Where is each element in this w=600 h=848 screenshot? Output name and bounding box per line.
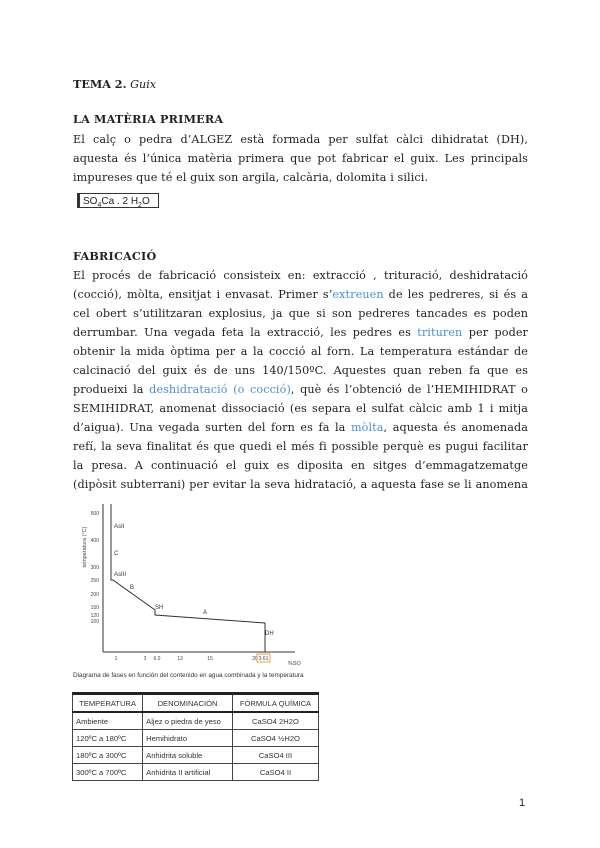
phase-table [72,692,319,781]
topic-label: TEMA 2. [73,77,127,91]
table-cell: Ambiente [73,712,143,730]
text-run: , què és l’obtenció de l’HEMIHIDRAT o SEMIHIDRAT, anomenat dissociació (es separa el sulfat càlcic amb 1 i mitja d’aigua). Una vegada surten del forn es fa la [73,383,528,434]
table-cell: CaSO4 2H2O [232,712,318,730]
y-tick-label: 300 [90,565,99,571]
table-row [73,747,319,764]
table-cell: 300ºC a 700ºC [73,764,143,781]
y-tick-label: 150 [90,605,99,611]
diagram-caption: Diagrama de fases en función del contenido en agua combinada y la temperatura [73,672,304,679]
table-cell: Anhidrita II artificial [143,764,233,781]
paragraph-fabricacio [73,266,528,513]
label-dh: DH [265,631,274,637]
formula-part: Ca . 2 H [101,196,139,207]
table-header-row [73,694,319,713]
table-cell: Anhidrita soluble [143,747,233,764]
page-number: 1 [519,797,526,809]
label-sh: SH [155,605,164,611]
label-asii: AsII [114,524,125,530]
x-tick-label: 20 [252,656,258,662]
keyword-molta: mòlta [350,421,384,434]
table-row [73,712,319,730]
section-heading-fabricacio: FABRICACIÓ [73,249,157,263]
keyword-extreuen: extreuen [332,288,384,301]
label-b: B [130,585,135,591]
label-a: A [203,610,208,616]
paragraph-materia-primera: El calç o pedra d’ALGEZ està formada per sulfat càlci dihidratat (DH), aquesta és l’única matèria primera que pot fabricar el guix. Les principals impureses que té el guix son argila, calcària, dolomita i silici. [73,133,528,184]
topic-name: Guix [130,78,157,91]
table-cell: CaSO4 ½H2O [232,730,318,747]
table-cell: 120ºC a 180ºC [73,730,143,747]
x-tick-label: 3 [143,656,147,662]
label-asiii: AsIII [114,572,127,578]
keyword-deshidratacio: deshidratació (o cocció) [149,383,291,396]
formula-part: SO [83,196,98,207]
formula-sub: 4 [97,202,102,209]
y-tick-label: 120 [90,613,99,619]
x-tick-label: 3.61 [258,656,269,662]
table-cell: CaSO4 III [232,747,318,764]
diagram-y-axis-label: temperatura (°C) [82,526,88,568]
y-tick-label: 500 [90,511,99,517]
table-cell: CaSO4 II [232,764,318,781]
table-cell: 180ºC a 300ºC [73,747,143,764]
text-run: per poder obtenir la mida òptima per a la cocció al forn. La temperatura estándar de calcinació del guix és de uns 140/150ºC. Aquestes quan reben fa que es produeixi la [73,326,528,396]
chemical-formula-box [77,193,159,208]
phase-diagram [70,492,320,677]
keyword-trituren: trituren [417,326,463,339]
x-tick-label: 13 [177,656,183,662]
formula-sub: 2 [138,202,142,209]
table-row [73,764,319,781]
table-header: TEMPERATURA [73,694,143,713]
y-tick-label: 400 [90,538,99,544]
table-header: FÓRMULA QUÍMICA [232,694,318,713]
formula-part: O [141,196,150,207]
table-cell: Hemihidrato [143,730,233,747]
topic-title [73,77,156,91]
text-run: El procés de fabricació consisteix en: extracció , trituració, deshidratació (cocció), mòlta, ensitjat i envasat. Primer s’ [73,269,528,301]
text-run: de les pedreres, si és a cel obert s’utilitzaran explosius, ja que si son pedreres tancades es poden derrumbar. Una vegada feta la extracció, les pedres es [73,288,528,339]
y-tick-label: 100 [90,619,99,625]
y-tick-label: 200 [90,592,99,598]
table-cell: Aljez o piedra de yeso [143,712,233,730]
x-tick-label: 15 [207,656,213,662]
table-row [73,730,319,747]
label-c: C [114,551,119,557]
table-header: DENOMINACIÓN [143,694,233,713]
text-run: , aquesta és anomenada refí, la seva finalitat és que quedi el més fi possible perquè es pugui facilitar la presa. A continuació el guix es diposita en sitges d’emmagatzematge (dipòsit subterrani) per evitar la seva hidratació, a aquesta fase se li anomena [73,421,529,491]
diagram-x-axis-label: %SO [288,661,301,667]
section-heading-materia-primera: LA MATÈRIA PRIMERA [73,112,224,126]
y-tick-label: 250 [90,578,99,584]
x-tick-label: 1 [114,656,118,662]
x-tick-label: 6.0 [153,656,161,662]
